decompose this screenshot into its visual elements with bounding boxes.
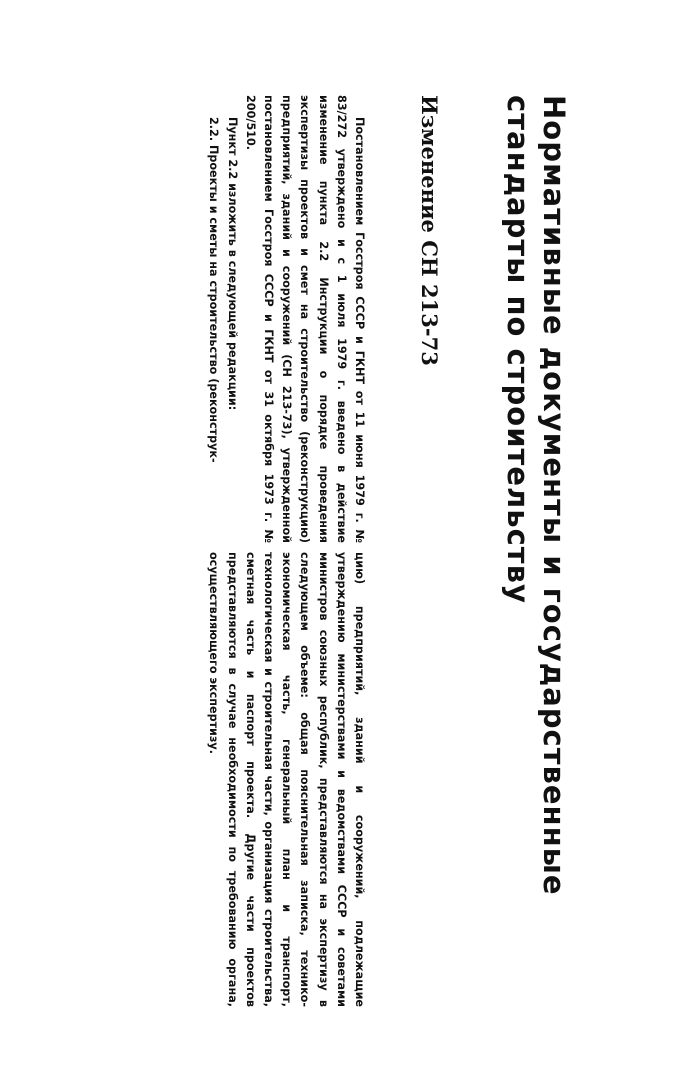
clause-2-2-start: 2.2. Проекты и сметы на строительство (реконструк- [207, 117, 221, 463]
decree-paragraph: Постановлением Госстроя СССР и ГКНТ от 11 июня 1979 г. № 83/272 утверждено и с 1 июля 1979 г. введено в действие изменение пункта 2.2 Инструкции о порядке проведения экспертизы проектов и смет на строительство (реконструкцию) предприятий, зданий и сооружений (СН 213-73), утвержденной постановлением Госстроя СССР и ГКНТ от 31 октября 1973 г. № 200/510. [243, 95, 366, 543]
clause-2-2-continuation: цию) предприятий, зданий и сооружений, подлежащие утверждению министерствами и ведомствами СССР и советами министров союзных республик, представляются на экспертизу в следующем объеме: общая пояснительная записка, технико-экономическая часть, генеральный план и транспорт, технологическая и строительная части, организация строительства, сметная часть и паспорт проекта. Другие части проектов представляются в случае необходимости по требованию органа, осуществляющего экспертизу. [207, 552, 366, 1007]
left-text-column [204, 95, 368, 543]
change-heading: Изменение СН 213-73 [417, 95, 442, 366]
right-text-column [204, 552, 368, 1007]
document-title: Нормативные документы и государственные стандарты по строительству [501, 95, 571, 896]
edit-instruction-paragraph: Пункт 2.2 изложить в следующей редакции: [225, 117, 239, 411]
